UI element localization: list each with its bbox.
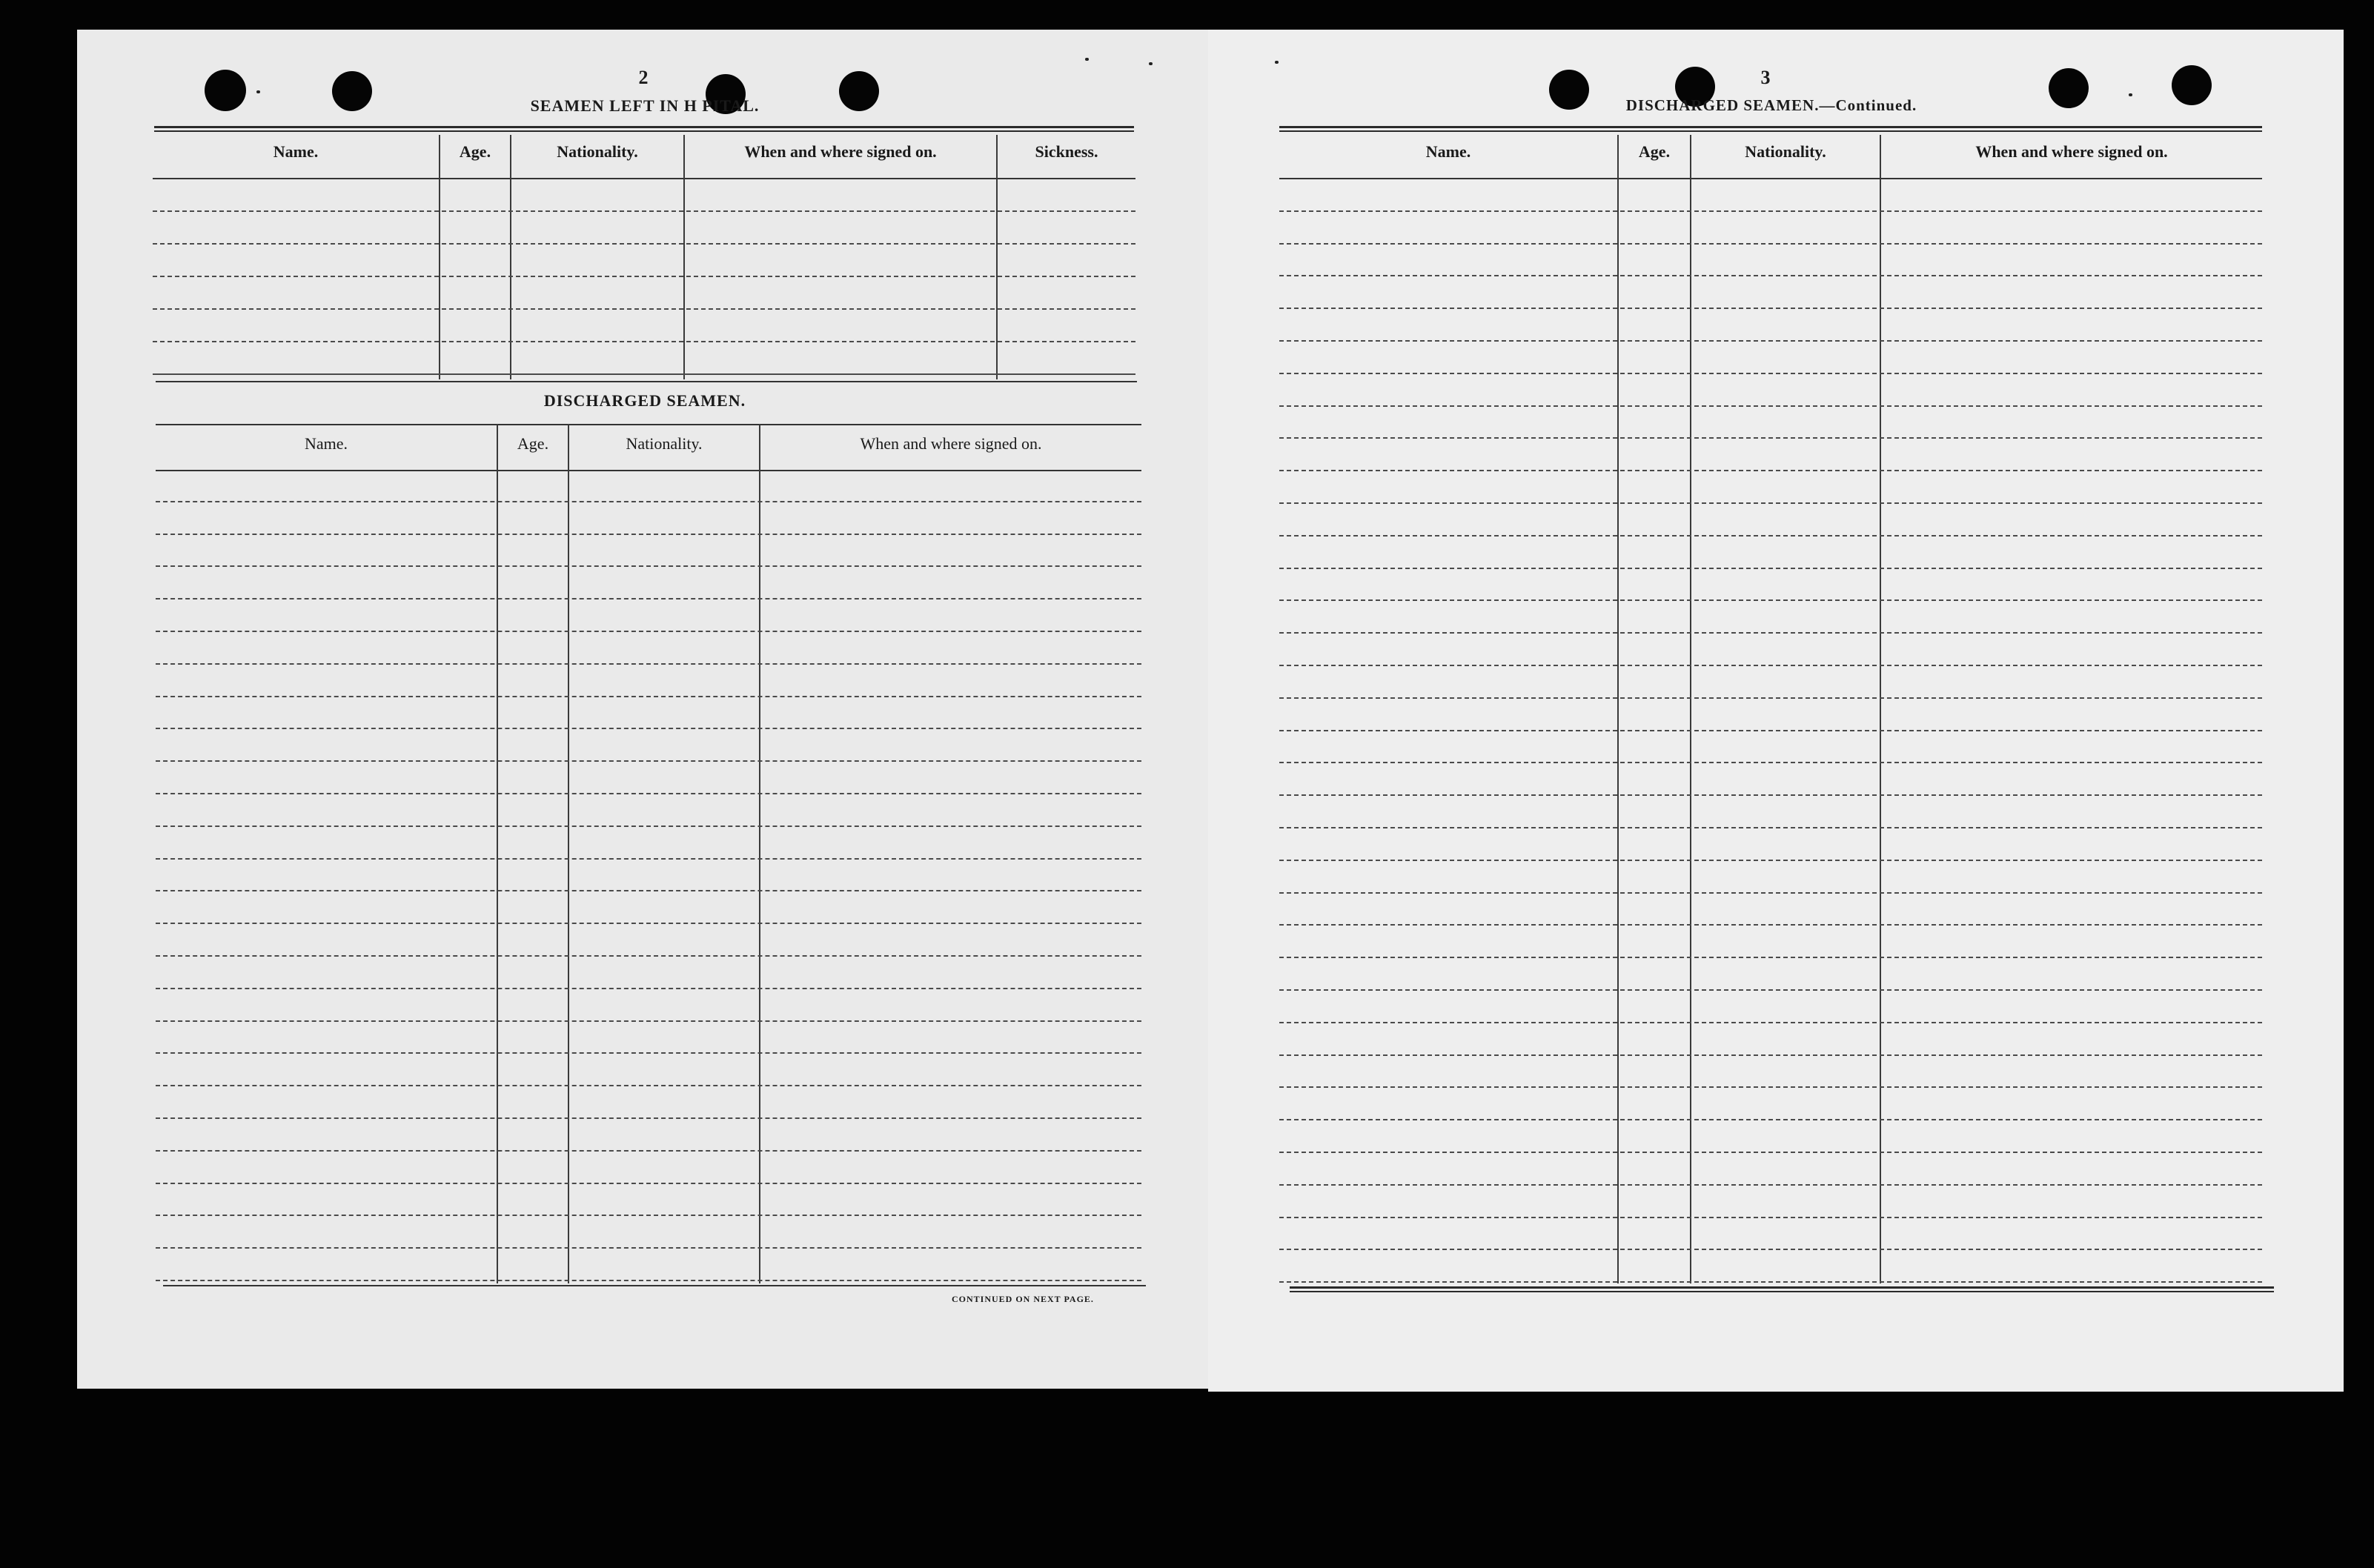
ruled-row[interactable] xyxy=(1279,502,2262,504)
ruled-row[interactable] xyxy=(156,696,1141,697)
column-header-name: Name. xyxy=(273,142,319,161)
page-number: 3 xyxy=(1760,67,1771,88)
continued-note: CONTINUED ON NEXT PAGE. xyxy=(952,1294,1094,1304)
ruled-row[interactable] xyxy=(156,728,1141,729)
section-title: DISCHARGED SEAMEN. xyxy=(543,391,746,410)
ruled-row[interactable] xyxy=(156,1150,1141,1152)
column-divider xyxy=(510,135,511,379)
ruled-row[interactable] xyxy=(1279,308,2262,309)
ruled-row[interactable] xyxy=(156,1117,1141,1119)
ruled-row[interactable] xyxy=(1279,860,2262,861)
ruled-row[interactable] xyxy=(156,793,1141,794)
punch-hole xyxy=(2172,65,2212,105)
ruled-row[interactable] xyxy=(1279,697,2262,699)
punch-hole xyxy=(1549,70,1589,110)
ruled-row[interactable] xyxy=(156,1052,1141,1054)
column-header-sickness: Sickness. xyxy=(1035,142,1098,161)
ruled-row[interactable] xyxy=(1279,1152,2262,1153)
column-divider xyxy=(568,424,569,1283)
ruled-row[interactable] xyxy=(1279,827,2262,828)
column-divider xyxy=(497,424,498,1283)
table-bottom-rule xyxy=(1290,1286,2274,1292)
ruled-row[interactable] xyxy=(156,631,1141,632)
ruled-row[interactable] xyxy=(1279,794,2262,796)
ruled-row[interactable] xyxy=(1279,989,2262,991)
table-bottom-rule xyxy=(163,1285,1146,1286)
column-header-age: Age. xyxy=(459,142,491,161)
ink-speck xyxy=(1149,62,1153,65)
ruled-row[interactable] xyxy=(1279,892,2262,894)
ruled-row[interactable] xyxy=(1279,1184,2262,1186)
section-rule xyxy=(156,381,1137,382)
ruled-row[interactable] xyxy=(153,243,1135,245)
ruled-row[interactable] xyxy=(1279,1086,2262,1088)
punch-hole xyxy=(2049,68,2089,108)
ink-speck xyxy=(256,90,260,93)
ruled-row[interactable] xyxy=(156,1183,1141,1184)
page-title: SEAMEN LEFT IN H PITAL. xyxy=(530,96,760,115)
ruled-row[interactable] xyxy=(156,1280,1141,1281)
ruled-row[interactable] xyxy=(1279,1119,2262,1120)
ruled-row[interactable] xyxy=(156,858,1141,860)
ruled-row[interactable] xyxy=(156,955,1141,957)
column-header-signed-on: When and where signed on. xyxy=(744,142,937,161)
ruled-row[interactable] xyxy=(1279,437,2262,439)
discharged-table-right xyxy=(1279,135,2262,1283)
ruled-row[interactable] xyxy=(156,534,1141,535)
ruled-row[interactable] xyxy=(156,1020,1141,1022)
ruled-row[interactable] xyxy=(156,1085,1141,1086)
ruled-row[interactable] xyxy=(1279,373,2262,374)
ruled-row[interactable] xyxy=(1279,535,2262,536)
ruled-row[interactable] xyxy=(1279,1217,2262,1218)
column-header-age: Age. xyxy=(1638,142,1671,161)
ink-speck xyxy=(2129,93,2132,96)
ruled-row[interactable] xyxy=(1279,924,2262,926)
column-divider xyxy=(683,135,685,379)
title-rule xyxy=(154,126,1134,132)
ruled-row[interactable] xyxy=(1279,243,2262,245)
column-header-name: Name. xyxy=(304,434,348,453)
ruled-row[interactable] xyxy=(156,890,1141,891)
ruled-row[interactable] xyxy=(153,373,1135,375)
ruled-row[interactable] xyxy=(1279,599,2262,601)
ruled-row[interactable] xyxy=(153,308,1135,310)
ruled-row[interactable] xyxy=(1279,340,2262,342)
ruled-row[interactable] xyxy=(156,923,1141,924)
ruled-row[interactable] xyxy=(1279,762,2262,763)
column-header-nationality: Nationality. xyxy=(1745,142,1826,161)
ruled-row[interactable] xyxy=(156,598,1141,599)
page-title: DISCHARGED SEAMEN.—Continued. xyxy=(1625,96,1917,114)
ruled-row[interactable] xyxy=(1279,405,2262,407)
column-header-name: Name. xyxy=(1425,142,1471,161)
ruled-row[interactable] xyxy=(156,1215,1141,1216)
ruled-row[interactable] xyxy=(153,276,1135,277)
ruled-row[interactable] xyxy=(1279,1054,2262,1056)
column-header-signed-on: When and where signed on. xyxy=(860,434,1042,453)
ruled-row[interactable] xyxy=(1279,1249,2262,1250)
ruled-row[interactable] xyxy=(156,760,1141,762)
hospital-table xyxy=(153,135,1135,379)
ruled-row[interactable] xyxy=(156,1247,1141,1249)
discharged-table-left xyxy=(156,424,1141,1283)
ruled-row[interactable] xyxy=(1279,210,2262,212)
ruled-row[interactable] xyxy=(156,988,1141,989)
column-divider xyxy=(759,424,760,1283)
column-header-nationality: Nationality. xyxy=(557,142,638,161)
ruled-row[interactable] xyxy=(1279,665,2262,666)
column-divider xyxy=(439,135,440,379)
ruled-row[interactable] xyxy=(153,341,1135,342)
title-rule xyxy=(1279,126,2262,132)
ruled-row[interactable] xyxy=(1279,568,2262,569)
page-number: 2 xyxy=(638,67,649,88)
ruled-row[interactable] xyxy=(156,501,1141,502)
punch-hole xyxy=(839,71,879,111)
ruled-row[interactable] xyxy=(1279,957,2262,958)
ruled-row[interactable] xyxy=(153,210,1135,212)
column-header-age: Age. xyxy=(517,434,549,453)
ruled-row[interactable] xyxy=(156,825,1141,827)
ruled-row[interactable] xyxy=(156,663,1141,665)
ink-speck xyxy=(1085,58,1089,61)
ruled-row[interactable] xyxy=(156,565,1141,567)
punch-hole xyxy=(205,70,246,111)
ruled-row[interactable] xyxy=(1279,632,2262,634)
ruled-row[interactable] xyxy=(1279,470,2262,471)
ruled-row[interactable] xyxy=(1279,1281,2262,1283)
ruled-row[interactable] xyxy=(1279,275,2262,276)
ruled-row[interactable] xyxy=(1279,730,2262,731)
column-header-nationality: Nationality. xyxy=(626,434,703,453)
punch-hole xyxy=(332,71,372,111)
column-divider xyxy=(996,135,998,379)
ink-speck xyxy=(1275,61,1279,64)
ruled-row[interactable] xyxy=(1279,1022,2262,1023)
column-header-signed-on: When and where signed on. xyxy=(1975,142,2168,161)
